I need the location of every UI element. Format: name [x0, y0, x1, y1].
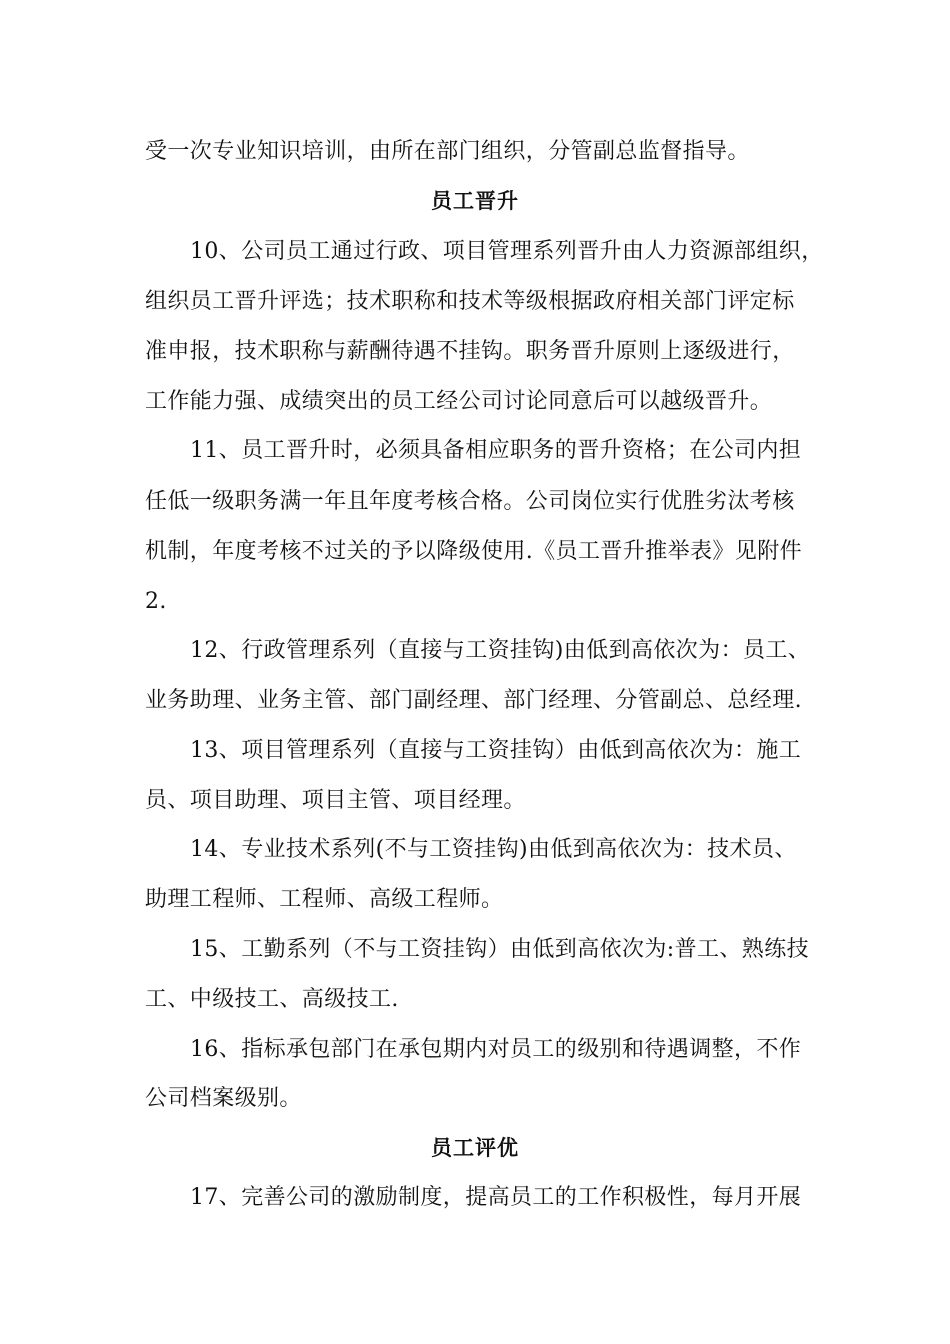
- text-line: 12、行政管理系列（直接与工资挂钩)由低到高依次为：员工、: [190, 638, 811, 663]
- text-line: 14、专业技术系列(不与工资挂钩)由低到高依次为：技术员、: [190, 837, 797, 862]
- text-line: 业务助理、业务主管、部门副经理、部门经理、分管副总、总经理.: [145, 688, 802, 713]
- text-line: 工作能力强、成绩突出的员工经公司讨论同意后可以越级晋升。: [145, 389, 773, 414]
- text-line: 15、工勤系列（不与工资挂钩）由低到高依次为:普工、熟练技: [190, 937, 810, 962]
- text-line: 10、公司员工通过行政、项目管理系列晋升由人力资源部组织，: [190, 239, 824, 264]
- text-line: 16、指标承包部门在承包期内对员工的级别和待遇调整，不作: [190, 1037, 802, 1062]
- text-line: 11、员工晋升时，必须具备相应职务的晋升资格；在公司内担: [190, 438, 802, 463]
- text-line: 机制，年度考核不过关的予以降级使用.《员工晋升推举表》见附件: [145, 539, 802, 564]
- text-line: 2.: [145, 589, 167, 614]
- text-line: 工、中级技工、高级技工.: [145, 987, 399, 1012]
- text-line: 公司档案级别。: [145, 1086, 302, 1111]
- text-line: 13、项目管理系列（直接与工资挂钩）由低到高依次为：施工: [190, 738, 802, 763]
- section-heading-evaluation: 员工评优: [431, 1136, 519, 1160]
- text-line: 受一次专业知识培训，由所在部门组织，分管副总监督指导。: [145, 139, 750, 164]
- text-line: 准申报，技术职称与薪酬待遇不挂钩。职务晋升原则上逐级进行，: [145, 339, 795, 364]
- text-line: 员、项目助理、项目主管、项目经理。: [145, 788, 526, 813]
- text-line: 组织员工晋升评选；技术职称和技术等级根据政府相关部门评定标: [145, 289, 795, 314]
- section-heading-promotion: 员工晋升: [431, 189, 519, 213]
- text-line: 助理工程师、工程师、高级工程师。: [145, 887, 504, 912]
- text-line: 任低一级职务满一年且年度考核合格。公司岗位实行优胜劣汰考核: [145, 489, 795, 514]
- text-line: 17、完善公司的激励制度，提高员工的工作积极性，每月开展: [190, 1185, 802, 1210]
